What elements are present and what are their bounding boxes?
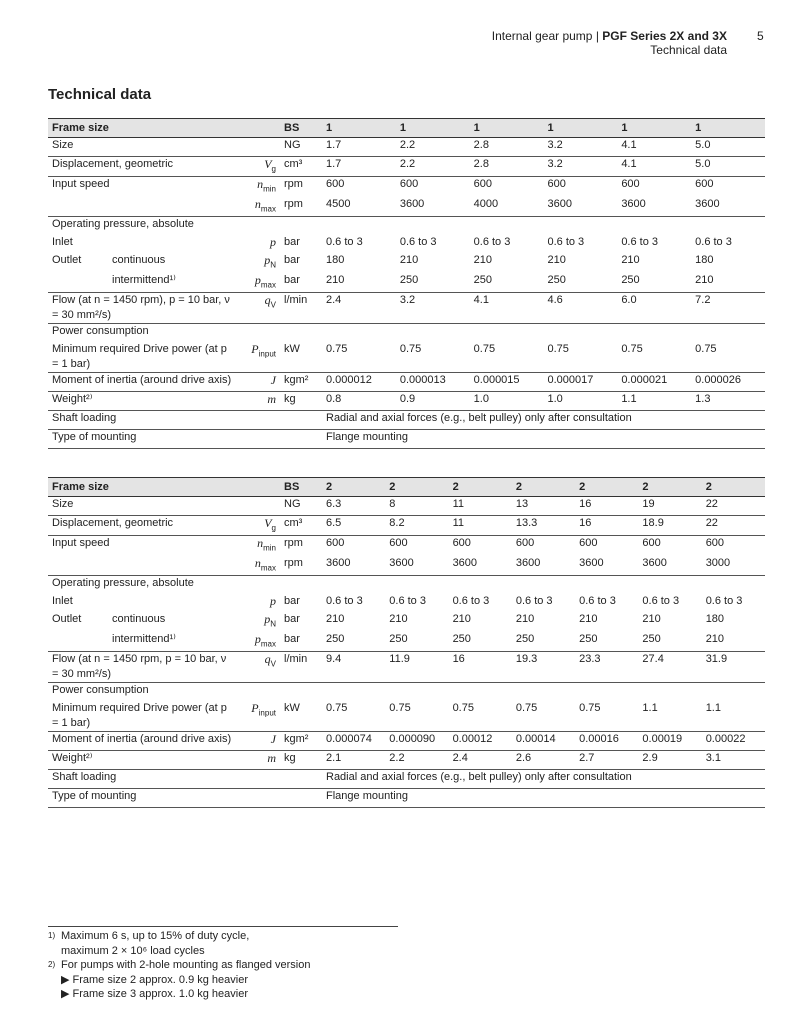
operating-pressure-row [48,217,765,236]
power-unit: kW [280,342,322,373]
pmax-value: 250 [638,632,701,652]
power-value: 0.75 [575,701,638,732]
frame-size-value: 1 [617,119,691,138]
operating-pressure-label: Operating pressure, absolute [52,577,194,590]
flow-value: 3.2 [396,292,470,323]
inlet-value: 0.6 to 3 [452,595,490,608]
outlet-intermittent-row [48,632,765,652]
nmax-value: 3600 [638,556,701,576]
size-row [48,138,765,157]
displacement-row [48,516,765,536]
displacement-label: Displacement, geometric [48,516,238,536]
power-value: 0.75 [512,701,575,732]
power-value: 1.1 [638,701,701,732]
nmax-value: 4500 [322,197,396,217]
size-row [48,497,765,516]
weight-value: 2.2 [385,750,448,769]
nmax-value: 3600 [543,197,617,217]
flow-value: 6.0 [617,292,691,323]
displacement-symbol: $V_g$ [238,516,280,536]
pmax-value: 250 [322,632,385,652]
drive-power-label: Minimum required Drive power (at p = 1 bar) [48,701,238,732]
page-title: Technical data [48,86,152,103]
nmin-value: 600 [399,178,419,191]
inertia-value: 0.000090 [385,731,448,750]
footnote-1: 1) Maximum 6 s, up to 15% of duty cycle, maximum 2 × 10⁶ load cycles [48,930,250,957]
mounting-value: Flange mounting [322,429,765,448]
inlet-value: 0.6 to 3 [705,595,743,608]
weight-value: 2.1 [322,750,385,769]
displacement-value: 3.2 [543,157,617,177]
pressure-unit: bar [284,236,300,249]
flow-unit: l/min [280,292,322,323]
pn-symbol: $p_N$ [264,253,276,270]
flow-value: 19.3 [512,651,575,682]
input-speed-label: Input speed [52,537,110,550]
pressure-unit: bar [280,632,322,652]
power-value: 0.75 [617,342,691,373]
power-symbol: $P_{input}$ [238,701,280,732]
frame-size-value: 1 [470,119,544,138]
nmax-value: 3600 [385,556,448,576]
pn-value: 210 [399,254,419,267]
weight-unit: kg [280,750,322,769]
power-value: 0.75 [385,701,448,732]
pmax-value: 250 [543,273,617,293]
moment-of-inertia-label: Moment of inertia (around drive axis) [48,731,238,750]
shaft-loading-label: Shaft loading [48,769,238,788]
frame-size-value: 1 [396,119,470,138]
displacement-value: 2.2 [396,157,470,177]
size-value: 2.2 [396,138,470,157]
header-section: Technical data [650,43,727,57]
frame-size-label: Frame size [48,478,238,497]
nmin-value: 600 [621,178,640,191]
size-unit: NG [280,138,322,157]
nmin-value: 600 [326,537,345,550]
weight-value: 0.9 [396,391,470,410]
inlet-value: 0.6 to 3 [399,236,437,249]
pmax-value: 210 [691,273,765,293]
moment-of-inertia-label: Moment of inertia (around drive axis) [48,372,238,391]
size-value: 1.7 [322,138,396,157]
drive-power-label: Minimum required Drive power (at p = 1 bar) [48,342,238,373]
nmin-value: 600 [547,178,566,191]
power-consumption-row [48,323,765,342]
nmin-value: 600 [389,537,408,550]
power-value: 0.75 [396,342,470,373]
running-header [492,29,727,57]
nmax-value: 3600 [322,556,385,576]
power-value: 0.75 [322,342,396,373]
nmin-value: 600 [695,178,714,191]
flow-value: 4.1 [470,292,544,323]
pressure-unit: bar [280,273,322,293]
outlet-continuous-row [48,612,765,631]
outlet-intermittent-row [48,273,765,293]
flow-value: 27.4 [638,651,701,682]
header-series: PGF Series 2X and 3X [602,29,727,43]
inlet-symbol: p [270,235,276,250]
pressure-unit: bar [284,613,300,626]
frame-size-label: Frame size [48,119,238,138]
inertia-value: 0.00016 [575,731,638,750]
nmax-value: 3600 [617,197,691,217]
inlet-label: Inlet [52,595,73,608]
pn-value: 210 [515,613,535,626]
nmax-value: 3600 [691,197,765,217]
inlet-row [48,235,765,253]
inlet-row [48,594,765,612]
inertia-value: 0.00014 [512,731,575,750]
inertia-symbol: J [238,372,280,391]
outlet-label: Outlet [52,254,82,267]
speed-unit: rpm [280,556,322,576]
nmin-value: 600 [473,178,493,191]
pn-value: 210 [642,613,661,626]
displacement-unit: cm³ [280,516,322,536]
pmax-value: 250 [449,632,512,652]
size-label: Size [48,138,238,157]
weight-symbol: m [238,750,280,769]
nmax-value: 3600 [449,556,512,576]
size-value: 22 [702,497,765,516]
displacement-value: 2.8 [470,157,544,177]
nmax-symbol: $n_{max}$ [238,556,280,576]
mounting-label: Type of mounting [48,429,238,448]
size-value: 6.3 [322,497,385,516]
page-number: 5 [757,29,764,43]
moment-of-inertia-row [48,372,765,391]
mounting-value: Flange mounting [322,788,765,807]
weight-row [48,750,765,769]
pmax-value: 250 [385,632,448,652]
flow-value: 7.2 [691,292,765,323]
frame-size-value: 1 [322,119,396,138]
pmax-symbol: $p_{max}$ [238,632,280,652]
pmax-value: 250 [512,632,575,652]
inlet-value: 0.6 to 3 [695,236,732,249]
pmax-value: 210 [702,632,765,652]
flow-value: 2.4 [322,292,396,323]
nmin-value: 600 [515,537,535,550]
weight-value: 1.1 [617,391,691,410]
power-unit: kW [280,701,322,732]
weight-value: 2.4 [449,750,512,769]
inertia-unit: kgm² [280,731,322,750]
technical-data-table-frame-2 [48,477,765,808]
weight-row [48,391,765,410]
input-speed-label: Input speed [52,178,110,191]
displacement-value: 5.0 [691,157,765,177]
flow-unit: l/min [280,651,322,682]
frame-size-value: 2 [512,478,575,497]
moment-of-inertia-row [48,731,765,750]
nmin-value: 600 [642,537,661,550]
displacement-value: 11 [449,516,512,536]
pn-value: 210 [326,613,345,626]
inertia-value: 0.000026 [691,372,765,391]
inertia-value: 0.000015 [470,372,544,391]
inlet-value: 0.6 to 3 [389,595,426,608]
frame-size-value: 2 [449,478,512,497]
mounting-label: Type of mounting [48,788,238,807]
weight-unit: kg [280,391,322,410]
size-value: 2.8 [470,138,544,157]
pn-value: 210 [579,613,598,626]
pn-value: 210 [389,613,408,626]
flow-label: Flow (at n = 1450 rpm, p = 10 bar, ν = 30 mm²/s) [48,651,238,682]
inertia-value: 0.000012 [322,372,396,391]
operating-pressure-row [48,576,765,595]
displacement-value: 8.2 [385,516,448,536]
nmin-symbol: $n_{min}$ [257,177,276,194]
pn-value: 180 [326,254,345,267]
weight-label: Weight²⁾ [48,750,238,769]
displacement-value: 6.5 [322,516,385,536]
nmax-value: 3600 [396,197,470,217]
shaft-loading-label: Shaft loading [48,410,238,429]
flow-value: 31.9 [702,651,765,682]
frame-size-value: 2 [385,478,448,497]
displacement-value: 22 [702,516,765,536]
pmax-value: 210 [322,273,396,293]
frame-size-row [48,119,765,138]
nmax-symbol: $n_{max}$ [238,197,280,217]
frame-size-unit: BS [280,478,322,497]
mounting-row [48,788,765,807]
footnote-2: 2) For pumps with 2-hole mounting as flanged version [48,959,311,972]
frame-size-value: 1 [691,119,765,138]
pn-value: 210 [621,254,640,267]
nmin-value: 600 [705,537,725,550]
weight-value: 2.9 [638,750,701,769]
intermittent-label: intermittend¹⁾ [112,632,176,645]
power-value: 0.75 [322,701,385,732]
inertia-value: 0.00022 [702,731,765,750]
weight-value: 2.6 [512,750,575,769]
pn-symbol: $p_N$ [264,612,276,629]
nmin-value: 600 [452,537,471,550]
mounting-row [48,429,765,448]
nmin-symbol: $n_{min}$ [257,536,276,553]
displacement-value: 16 [575,516,638,536]
pn-value: 210 [547,254,566,267]
flow-value: 11.9 [385,651,448,682]
displacement-value: 13.3 [512,516,575,536]
shaft-loading-value: Radial and axial forces (e.g., belt pulley) only after consultation [322,769,765,788]
shaft-loading-row [48,410,765,429]
footnote-2-bullet-2: ▶ Frame size 3 approx. 1.0 kg heavier [61,988,248,1001]
frame-size-value: 2 [702,478,765,497]
pn-value: 210 [473,254,493,267]
flow-row [48,292,765,323]
inlet-value: 0.6 to 3 [579,595,616,608]
inertia-value: 0.000017 [543,372,617,391]
continuous-label: continuous [112,613,166,626]
flow-value: 4.6 [543,292,617,323]
weight-value: 1.3 [691,391,765,410]
frame-size-value: 2 [322,478,385,497]
size-unit: NG [280,497,322,516]
displacement-value: 1.7 [322,157,396,177]
size-value: 16 [575,497,638,516]
nmin-value: 600 [579,537,598,550]
outlet-continuous-row [48,253,765,272]
flow-value: 9.4 [322,651,385,682]
size-value: 4.1 [617,138,691,157]
footnotes [48,926,398,1002]
inlet-value: 0.6 to 3 [326,595,363,608]
inertia-unit: kgm² [280,372,322,391]
size-value: 8 [385,497,448,516]
displacement-row [48,157,765,177]
power-value: 1.1 [702,701,765,732]
flow-symbol: $q_V$ [238,651,280,682]
shaft-loading-value: Radial and axial forces (e.g., belt pulley) only after consultation [322,410,765,429]
displacement-symbol: $V_g$ [238,157,280,177]
frame-size-value: 1 [543,119,617,138]
footnote-2-bullet-1: ▶ Frame size 2 approx. 0.9 kg heavier [61,973,248,986]
pmax-value: 250 [470,273,544,293]
intermittent-label: intermittend¹⁾ [112,273,176,286]
pmax-value: 250 [617,273,691,293]
size-value: 11 [449,497,512,516]
power-value: 0.75 [470,342,544,373]
frame-size-value: 2 [638,478,701,497]
size-value: 13 [512,497,575,516]
input-speed-min-row [48,536,765,556]
input-speed-max-row [48,197,765,217]
nmax-value: 3000 [702,556,765,576]
nmax-value: 4000 [470,197,544,217]
size-value: 19 [638,497,701,516]
flow-value: 23.3 [575,651,638,682]
power-value: 0.75 [691,342,765,373]
drive-power-row [48,342,765,373]
power-consumption-label: Power consumption [52,683,149,696]
weight-label: Weight²⁾ [48,391,238,410]
pn-value: 210 [452,613,471,626]
pn-value: 180 [695,254,714,267]
weight-value: 0.8 [322,391,396,410]
flow-symbol: $q_V$ [238,292,280,323]
inlet-value: 0.6 to 3 [642,595,680,608]
weight-symbol: m [238,391,280,410]
size-label: Size [48,497,238,516]
displacement-value: 18.9 [638,516,701,536]
pmax-symbol: $p_{max}$ [238,273,280,293]
nmax-value: 3600 [512,556,575,576]
flow-label: Flow (at n = 1450 rpm), p = 10 bar, ν = 30 mm²/s) [48,292,238,323]
flow-row [48,651,765,682]
inertia-value: 0.000074 [322,731,385,750]
input-speed-min-row [48,177,765,197]
inlet-symbol: p [270,594,276,609]
pmax-value: 250 [575,632,638,652]
displacement-label: Displacement, geometric [48,157,238,177]
weight-value: 2.7 [575,750,638,769]
inlet-value: 0.6 to 3 [326,236,363,249]
outlet-label: Outlet [52,613,82,626]
power-value: 0.75 [543,342,617,373]
inlet-value: 0.6 to 3 [547,236,585,249]
inlet-value: 0.6 to 3 [621,236,659,249]
drive-power-row [48,701,765,732]
speed-unit: rpm [284,537,303,550]
pmax-value: 250 [396,273,470,293]
inertia-value: 0.00019 [638,731,701,750]
inertia-value: 0.000021 [617,372,691,391]
inlet-value: 0.6 to 3 [473,236,511,249]
weight-value: 1.0 [470,391,544,410]
inertia-value: 0.000013 [396,372,470,391]
power-symbol: $P_{input}$ [238,342,280,373]
nmax-value: 3600 [575,556,638,576]
power-value: 0.75 [449,701,512,732]
displacement-value: 4.1 [617,157,691,177]
inlet-label: Inlet [52,236,73,249]
pressure-unit: bar [284,595,300,608]
pn-value: 180 [705,613,725,626]
inlet-value: 0.6 to 3 [515,595,553,608]
technical-data-table-frame-1 [48,118,765,449]
weight-value: 3.1 [702,750,765,769]
speed-unit: rpm [280,197,322,217]
shaft-loading-row [48,769,765,788]
operating-pressure-label: Operating pressure, absolute [52,218,194,231]
power-consumption-label: Power consumption [52,324,149,337]
input-speed-max-row [48,556,765,576]
weight-value: 1.0 [543,391,617,410]
displacement-unit: cm³ [280,157,322,177]
size-value: 5.0 [691,138,765,157]
frame-size-unit: BS [280,119,322,138]
continuous-label: continuous [112,254,166,267]
power-consumption-row [48,682,765,701]
size-value: 3.2 [543,138,617,157]
inertia-value: 0.00012 [449,731,512,750]
frame-size-row [48,478,765,497]
inertia-symbol: J [238,731,280,750]
speed-unit: rpm [284,178,303,191]
nmin-value: 600 [326,178,345,191]
header-product-prefix: Internal gear pump | [491,29,603,43]
pressure-unit: bar [284,254,300,267]
flow-value: 16 [449,651,512,682]
frame-size-value: 2 [575,478,638,497]
